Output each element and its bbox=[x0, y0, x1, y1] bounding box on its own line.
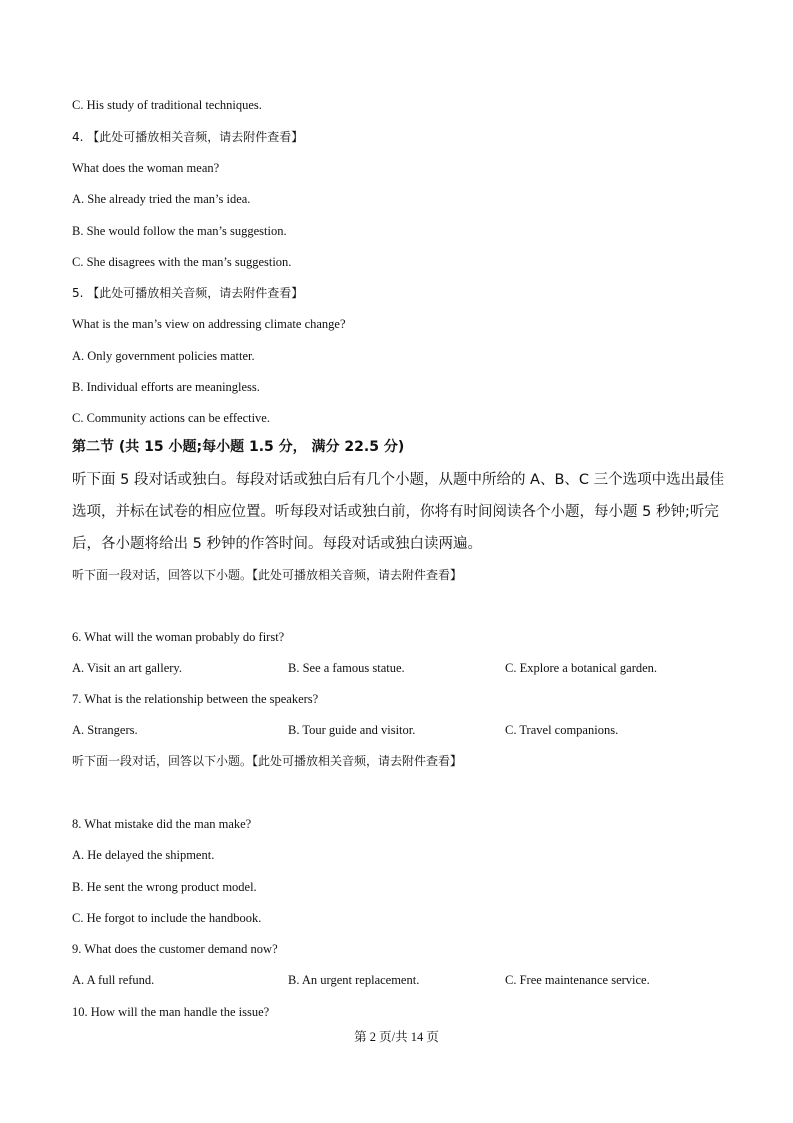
q3-option-c: C. His study of traditional techniques. bbox=[72, 98, 262, 112]
q4-audio-label[interactable]: 4. 【此处可播放相关音频，请去附件查看】 bbox=[72, 130, 304, 144]
q7-option-b: B. Tour guide and visitor. bbox=[288, 723, 416, 737]
q6-option-c: C. Explore a botanical garden. bbox=[505, 661, 658, 675]
q7-stem: 7. What is the relationship between the speakers? bbox=[72, 692, 319, 706]
q5-audio-label[interactable]: 5. 【此处可播放相关音频，请去附件查看】 bbox=[72, 286, 304, 300]
q4-option-a: A. She already tried the man’s idea. bbox=[72, 192, 251, 206]
q4-stem: What does the woman mean? bbox=[72, 161, 220, 175]
q9-option-b: B. An urgent replacement. bbox=[288, 973, 420, 987]
q6-option-a: A. Visit an art gallery. bbox=[72, 661, 182, 675]
q9-option-a: A. A full refund. bbox=[72, 973, 155, 987]
q8-option-a: A. He delayed the shipment. bbox=[72, 848, 215, 862]
q7-option-a: A. Strangers. bbox=[72, 723, 138, 737]
q5-option-a: A. Only government policies matter. bbox=[72, 349, 255, 363]
dialog1-heading[interactable]: 听下面一段对话，回答以下小题。【此处可播放相关音频，请去附件查看】 bbox=[72, 568, 463, 582]
q8-stem: 8. What mistake did the man make? bbox=[72, 817, 252, 831]
q4-option-c: C. She disagrees with the man’s suggestion. bbox=[72, 255, 292, 269]
q4-option-b: B. She would follow the man’s suggestion. bbox=[72, 224, 287, 238]
q10-stem: 10. How will the man handle the issue? bbox=[72, 1005, 270, 1019]
q8-option-c: C. He forgot to include the handbook. bbox=[72, 911, 262, 925]
section2-instructions: 听下面 5 段对话或独白。每段对话或独白后有几个小题，从题中所给的 A、B、C 三个选项中选出最佳选项，并标在试卷的相应位置。听每段对话或独白前，你将有时间阅读各个小题，每小题 5 秒钟;听完后，各小题将给出 5 秒钟的作答时间。每段对话或独白读两遍。 bbox=[72, 472, 725, 552]
q5-stem: What is the man’s view on addressing climate change? bbox=[72, 317, 346, 331]
q9-option-c: C. Free maintenance service. bbox=[505, 973, 650, 987]
q5-option-b: B. Individual efforts are meaningless. bbox=[72, 380, 260, 394]
q9-stem: 9. What does the customer demand now? bbox=[72, 942, 278, 956]
q6-option-b: B. See a famous statue. bbox=[288, 661, 405, 675]
q7-option-c: C. Travel companions. bbox=[505, 723, 619, 737]
section2-title: 第二节 (共 15 小题;每小题 1.5 分， 满分 22.5 分) bbox=[72, 439, 405, 455]
q5-option-c: C. Community actions can be effective. bbox=[72, 411, 270, 425]
dialog2-heading[interactable]: 听下面一段对话，回答以下小题。【此处可播放相关音频，请去附件查看】 bbox=[72, 754, 463, 768]
q8-option-b: B. He sent the wrong product model. bbox=[72, 880, 257, 894]
q6-stem: 6. What will the woman probably do first? bbox=[72, 630, 285, 644]
page-footer: 第 2 页/共 14 页 bbox=[354, 1030, 439, 1044]
